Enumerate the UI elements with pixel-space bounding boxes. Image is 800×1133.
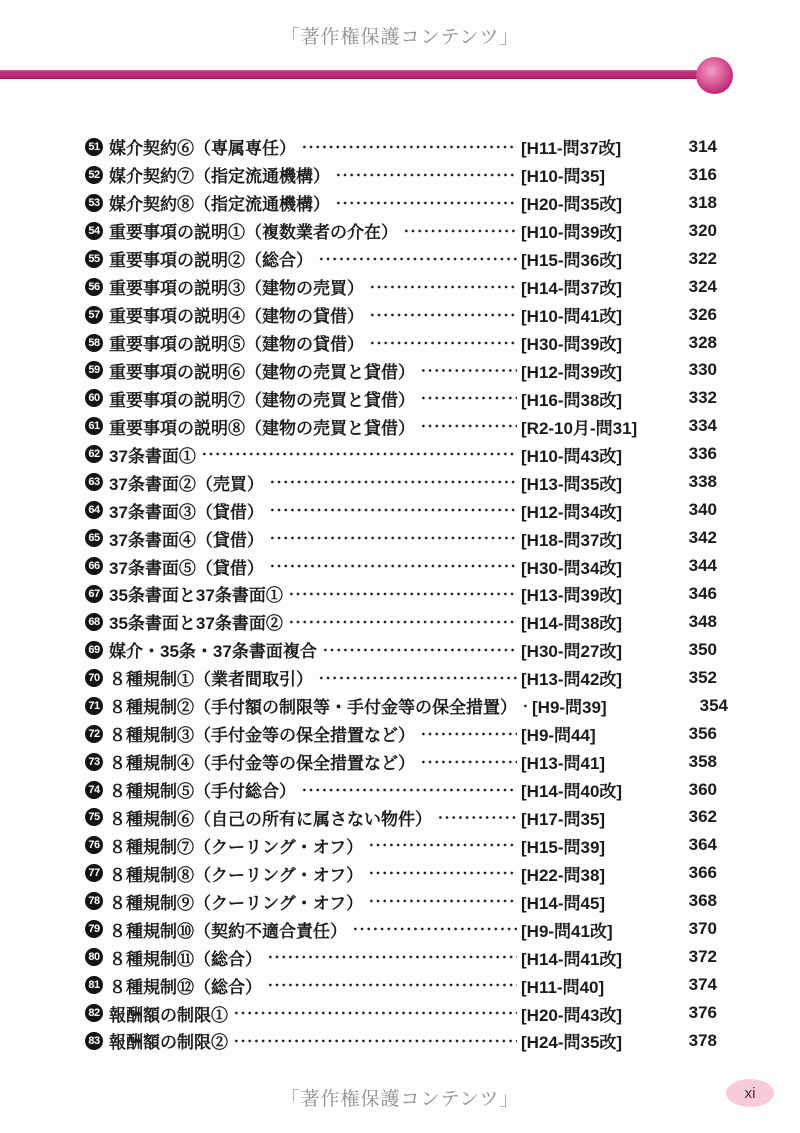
entry-exam-ref: [H13-問42改] [521,670,623,690]
entry-page-number: 352 [688,667,717,687]
entry-title: 35条書面と37条書面① [109,586,283,606]
entry-page-number: 354 [699,695,728,715]
entry-exam-ref: [H30-問34改] [521,558,623,578]
entry-exam-ref: [H24-問35改] [521,1033,623,1053]
entry-title: ８種規制⑨（クーリング・オフ） [109,893,364,913]
entry-title: ８種規制①（業者間取引） [109,670,313,690]
entry-title: ８種規制④（手付金等の保全措置など） [109,754,415,774]
entry-exam-ref: [H9-問44] [521,726,596,746]
entry-number-badge: 78 [85,892,103,910]
entry-number-badge: 63 [85,473,103,491]
dot-leader [435,804,517,832]
entry-page-number: 362 [688,807,717,827]
dot-leader [286,580,517,608]
entry-title: 重要事項の説明②（総合） [109,251,313,271]
entry-exam-ref: [H10-問43改] [521,446,623,466]
entry-number-badge: 83 [85,1032,103,1050]
entry-page-number: 314 [688,136,717,156]
toc-entry [85,971,717,999]
entry-page-number: 342 [688,528,717,548]
entry-title: ８種規制⑥（自己の所有に属さない物件） [109,809,432,829]
entry-page-number: 366 [688,863,717,883]
toc-entry [85,608,717,636]
entry-number-badge: 67 [85,585,103,603]
toc-entry [85,357,717,385]
entry-number-badge: 73 [85,753,103,771]
toc-entry [85,915,717,943]
entry-exam-ref: [H20-問43改] [521,1005,623,1025]
entry-page-number: 372 [688,947,717,967]
entry-number-badge: 70 [85,669,103,687]
dot-leader [367,329,517,357]
toc-entry [85,552,717,580]
entry-number-badge: 51 [85,138,103,156]
entry-number-badge: 55 [85,250,103,268]
entry-exam-ref: [H18-問37改] [521,530,623,550]
entry-title: 報酬額の制限② [109,1033,228,1053]
dot-leader [231,1027,517,1055]
entry-number-badge: 54 [85,222,103,240]
entry-page-number: 338 [688,472,717,492]
entry-title: 媒介契約⑧（指定流通機構） [109,195,330,215]
entry-number-badge: 82 [85,1004,103,1022]
entry-exam-ref: [R2-10月-問31] [521,418,638,438]
entry-title: 重要事項の説明④（建物の貸借） [109,307,364,327]
entry-page-number: 324 [688,276,717,296]
entry-title: 37条書面⑤（貸借） [109,558,264,578]
entry-page-number: 330 [688,360,717,380]
dot-leader [267,496,517,524]
entry-title: 重要事項の説明①（複数業者の介在） [109,223,398,243]
entry-number-badge: 79 [85,920,103,938]
entry-number-badge: 59 [85,361,103,379]
entry-page-number: 340 [688,500,717,520]
entry-page-number: 322 [688,248,717,268]
page-indicator-label: xi [744,1084,756,1102]
toc-entry [85,748,717,776]
entry-number-badge: 62 [85,445,103,463]
toc-entry [85,384,717,412]
entry-page-number: 350 [688,639,717,659]
toc-entry [85,720,717,748]
dot-leader [316,245,517,273]
dot-leader [320,636,517,664]
dot-leader [265,943,517,971]
toc-entry [85,133,717,161]
entry-number-badge: 80 [85,948,103,966]
entry-number-badge: 69 [85,641,103,659]
dot-leader [267,552,517,580]
entry-number-badge: 53 [85,194,103,212]
toc-entry [85,664,717,692]
entry-title: 媒介契約⑥（専属専任） [109,139,296,159]
entry-number-badge: 71 [85,697,103,715]
entry-page-number: 376 [688,1003,717,1023]
toc-entry [85,580,717,608]
entry-number-badge: 81 [85,976,103,994]
entry-number-badge: 68 [85,613,103,631]
entry-title: 35条書面と37条書面② [109,614,283,634]
entry-title: ８種規制⑦（クーリング・オフ） [109,837,364,857]
toc-entry [85,161,717,189]
toc-entry [85,776,717,804]
toc-entry [85,692,728,720]
entry-exam-ref: [H16-問38改] [521,390,623,410]
dot-leader [401,217,517,245]
entry-exam-ref: [H11-問40] [521,977,605,997]
entry-exam-ref: [H15-問39] [521,837,606,857]
entry-exam-ref: [H11-問37改] [521,139,622,159]
entry-exam-ref: [H17-問35] [521,809,606,829]
dot-leader [286,608,517,636]
entry-number-badge: 60 [85,389,103,407]
entry-page-number: 332 [688,388,717,408]
accent-rule [0,70,712,79]
dot-leader [333,189,517,217]
entry-page-number: 336 [688,444,717,464]
entry-number-badge: 57 [85,306,103,324]
entry-number-badge: 77 [85,864,103,882]
dot-leader [265,971,517,999]
entry-page-number: 348 [688,611,717,631]
accent-rule-ball-icon [696,57,733,94]
entry-number-badge: 64 [85,501,103,519]
entry-number-badge: 58 [85,334,103,352]
entry-title: 報酬額の制限① [109,1005,228,1025]
entry-number-badge: 75 [85,808,103,826]
toc-entry [85,943,717,971]
entry-number-badge: 74 [85,781,103,799]
entry-title: 媒介・35条・37条書面複合 [109,642,317,662]
toc-entry [85,999,717,1027]
entry-page-number: 318 [688,192,717,212]
toc-entry [85,887,717,915]
entry-page-number: 360 [688,779,717,799]
header-watermark: 「著作権保護コンテンツ」 [280,27,520,48]
entry-page-number: 326 [688,304,717,324]
toc-list [85,133,728,1055]
toc-entry [85,245,717,273]
entry-number-badge: 65 [85,529,103,547]
entry-title: 37条書面① [109,446,196,466]
dot-leader [418,384,517,412]
entry-number-badge: 66 [85,557,103,575]
entry-number-badge: 72 [85,725,103,743]
dot-leader [267,524,517,552]
entry-exam-ref: [H14-問45] [521,893,606,913]
dot-leader [350,915,517,943]
entry-page-number: 378 [688,1030,717,1050]
dot-leader [333,161,517,189]
dot-leader [520,692,528,720]
entry-number-badge: 56 [85,278,103,296]
entry-exam-ref: [H9-問41改] [521,921,613,941]
dot-leader [199,440,517,468]
entry-title: 重要事項の説明⑧（建物の売買と貸借） [109,418,415,438]
entry-exam-ref: [H15-問36改] [521,251,623,271]
entry-exam-ref: [H13-問35改] [521,474,623,494]
entry-page-number: 334 [688,416,717,436]
toc-entry [85,301,717,329]
toc-entry [85,496,717,524]
entry-title: ８種規制③（手付金等の保全措置など） [109,726,415,746]
footer-watermark: 「著作権保護コンテンツ」 [280,1089,520,1110]
entry-page-number: 356 [688,723,717,743]
dot-leader [366,831,517,859]
entry-number-badge: 76 [85,836,103,854]
entry-page-number: 316 [688,164,717,184]
entry-exam-ref: [H10-問41改] [521,307,623,327]
entry-exam-ref: [H13-問39改] [521,586,623,606]
entry-page-number: 370 [688,919,717,939]
entry-title: ８種規制⑪（総合） [109,949,262,969]
entry-exam-ref: [H14-問40改] [521,782,623,802]
dot-leader [367,273,517,301]
entry-number-badge: 61 [85,417,103,435]
entry-page-number: 328 [688,332,717,352]
dot-leader [418,720,517,748]
entry-page-number: 374 [688,975,717,995]
toc-entry [85,636,717,664]
dot-leader [267,468,517,496]
entry-exam-ref: [H30-問27改] [521,642,623,662]
entry-page-number: 346 [688,583,717,603]
entry-title: ８種規制⑩（契約不適合責任） [109,921,347,941]
entry-title: 37条書面④（貸借） [109,530,264,550]
entry-title: 媒介契約⑦（指定流通機構） [109,167,330,187]
entry-exam-ref: [H30-問39改] [521,335,623,355]
toc-entry [85,468,717,496]
dot-leader [367,301,517,329]
toc-entry [85,804,717,832]
entry-exam-ref: [H22-問38] [521,865,606,885]
entry-title: ８種規制⑧（クーリング・オフ） [109,865,364,885]
toc-entry [85,273,717,301]
dot-leader [418,748,517,776]
toc-entry [85,217,717,245]
entry-page-number: 368 [688,891,717,911]
entry-page-number: 344 [688,556,717,576]
toc-entry [85,440,717,468]
toc-entry [85,189,717,217]
entry-title: ８種規制②（手付額の制限等・手付金等の保全措置） [109,698,517,718]
entry-exam-ref: [H9-問39] [532,698,607,718]
entry-title: 重要事項の説明③（建物の売買） [109,279,364,299]
dot-leader [366,887,517,915]
entry-title: ８種規制⑤（手付総合） [109,782,296,802]
entry-title: ８種規制⑫（総合） [109,977,262,997]
toc-entry [85,859,717,887]
toc-entry [85,329,717,357]
entry-exam-ref: [H20-問35改] [521,195,623,215]
dot-leader [231,999,517,1027]
dot-leader [418,412,517,440]
toc-entry [85,412,717,440]
dot-leader [418,357,517,385]
entry-page-number: 364 [688,835,717,855]
dot-leader [366,859,517,887]
entry-title: 重要事項の説明⑥（建物の売買と貸借） [109,362,415,382]
entry-exam-ref: [H14-問41改] [521,949,623,969]
entry-exam-ref: [H10-問39改] [521,223,623,243]
page-indicator-badge [726,1079,774,1107]
entry-title: 37条書面③（貸借） [109,502,264,522]
entry-exam-ref: [H12-問34改] [521,502,623,522]
entry-number-badge: 52 [85,166,103,184]
entry-title: 重要事項の説明⑦（建物の売買と貸借） [109,390,415,410]
toc-entry [85,1027,717,1055]
toc-entry [85,524,717,552]
entry-page-number: 320 [688,220,717,240]
entry-title: 37条書面②（売買） [109,474,264,494]
dot-leader [299,133,517,161]
entry-exam-ref: [H14-問37改] [521,279,623,299]
entry-exam-ref: [H13-問41] [521,754,606,774]
entry-exam-ref: [H14-問38改] [521,614,623,634]
toc-entry [85,831,717,859]
dot-leader [316,664,517,692]
entry-title: 重要事項の説明⑤（建物の貸借） [109,335,364,355]
entry-page-number: 358 [688,751,717,771]
entry-exam-ref: [H10-問35] [521,167,606,187]
dot-leader [299,776,517,804]
entry-exam-ref: [H12-問39改] [521,362,623,382]
